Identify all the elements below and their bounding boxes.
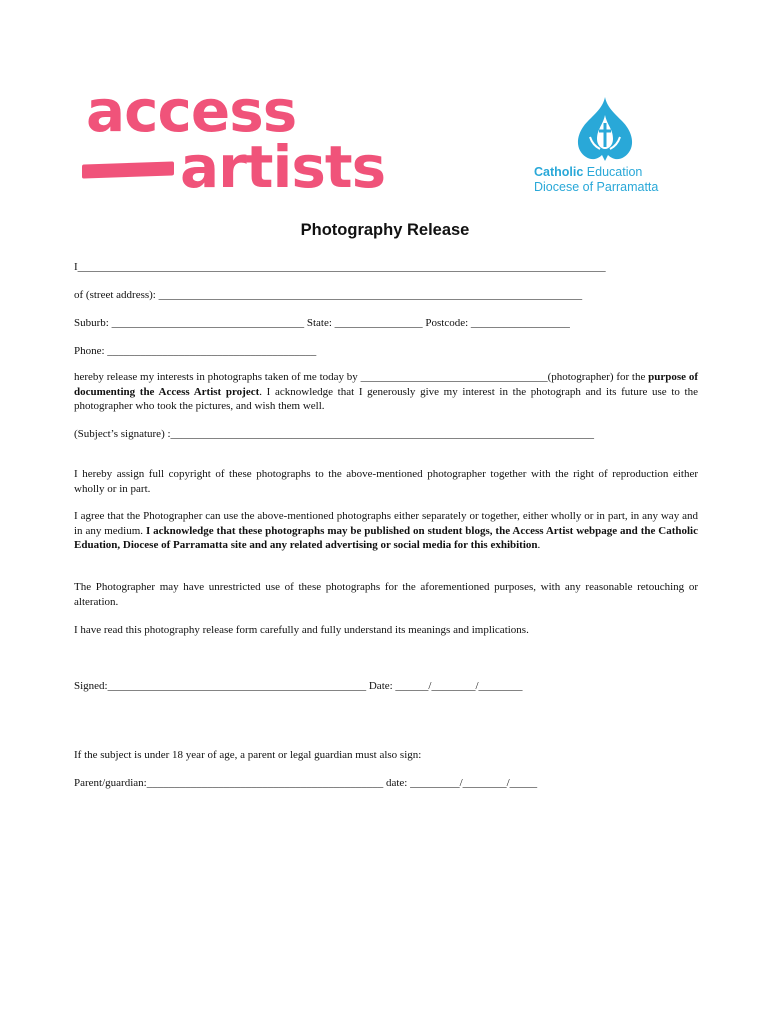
retouching-paragraph: The Photographer may have unrestricted use of these photographs for the aforementioned purposes, with any reasonable retouching or alteration. [74,581,698,608]
logo-dash [82,161,174,178]
address-field-line: of (street address): _____________________________________________________________________________ [74,289,583,301]
guardian-signature-line: Parent/guardian:___________________________________________ date: _________/________/_____ [74,777,538,789]
usage-agreement-paragraph: I agree that the Photographer can use the above-mentioned photographs either separately or together, either wholly or in part, in any way and in any medium. I acknowledge that these photographs may be published on student blogs, the Access Artist webpage and the Catholic Eduation, Diocese of Parramatta site and any related advertising or social media for this exhibition. [74,510,698,551]
flame-emblem-icon [570,95,640,163]
release-paragraph: hereby release my interests in photographs taken of me today by __________________________________(photographer) for the purpose of documenting the Access Artist project. I acknowledge that I generously give my interest in the photograph and its future use to the photographer who took the pictures, and wish them well. [74,371,698,412]
logo-word-access: access [86,77,297,145]
logo-line-catholic-education: Catholic Education [534,165,643,179]
name-field-line: I________________________________________________________________________________________________ [74,261,606,273]
logo-word-artists: artists [180,133,386,201]
signed-date-line: Signed:_______________________________________________ Date: ______/________/________ [74,680,523,692]
guardian-note: If the subject is under 18 year of age, a parent or legal guardian must also sign: [74,749,422,761]
logo-line-diocese: Diocese of Parramatta [534,180,659,194]
catholic-education-logo [530,95,680,200]
copyright-paragraph: I hereby assign full copyright of these photographs to the above-mentioned photographer together with the right of reproduction either wholly or in part. [74,468,698,495]
read-confirmation: I have read this photography release form carefully and fully understand its meanings and implications. [74,624,529,636]
subject-signature-line: (Subject’s signature) :_____________________________________________________________________________ [74,428,595,440]
page-title: Photography Release [300,221,470,239]
access-artists-logo [80,77,425,202]
phone-field-line: Phone: ______________________________________ [74,345,317,357]
suburb-state-postcode-line: Suburb: ___________________________________ State: ________________ Postcode: __________________ [74,317,570,329]
